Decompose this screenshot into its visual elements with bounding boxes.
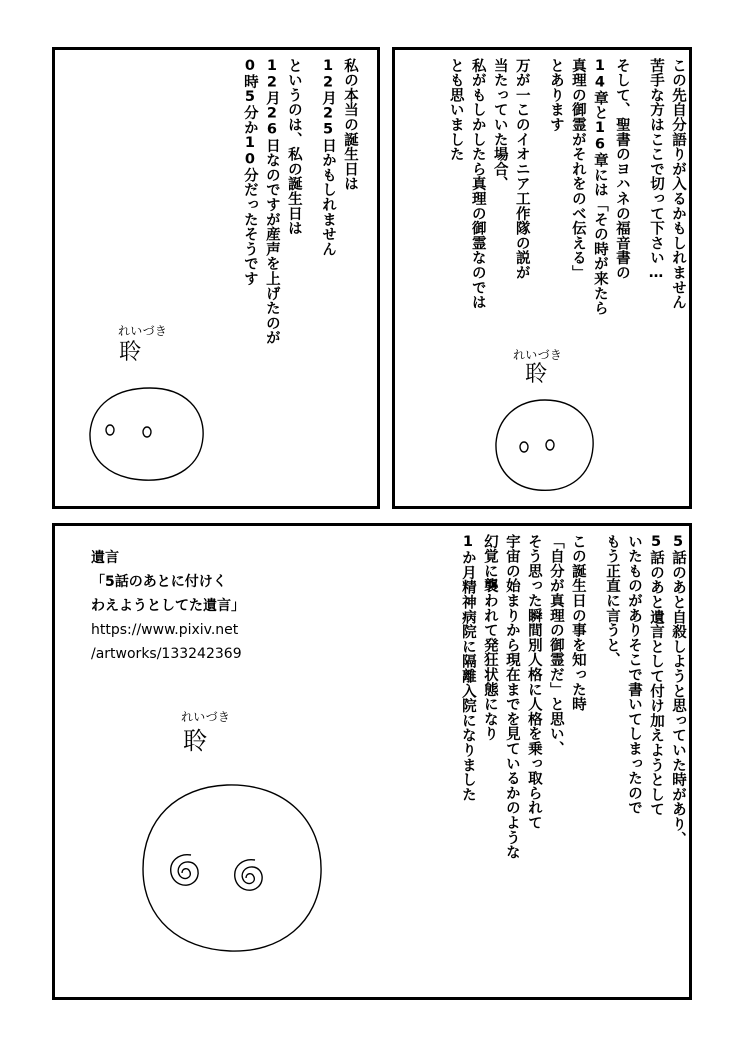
panel-top-right [392,47,692,509]
testament-heading: 遺言 [91,550,119,566]
text-column: 5話のあと遺言として付け加えようとして [648,534,664,817]
text-column: この先自分語りが入るかもしれません [670,58,686,310]
character-face-doodle-spiral-eyes [135,781,335,961]
text-column: 苦手な方はここで切って下さい… [648,58,664,282]
character-label: れいづき [181,710,231,724]
text-column: というのは、私の誕生日は [285,58,302,236]
text-column: そう思った瞬間別人格に人格を乗っ取られて [525,534,542,830]
panel-bottom [52,523,692,1000]
text-column: 宇宙の始まりから現在までを見ているかのような [503,534,520,860]
text-column: 幻覚に襲われて発狂状態になり [481,534,498,742]
text-column: 私がもしかしたら真理の御霊なのでは [469,58,486,310]
character-face-doodle [85,385,210,485]
testament-url-line2[interactable]: /artworks/133242369 [91,646,242,662]
character-face-doodle [490,395,600,495]
testament-title-line2: わえようとしてた遺言」 [91,598,245,614]
text-column: 私の本当の誕生日は [342,58,358,192]
text-column: 12月25日かもしれません [320,58,336,257]
text-column: とも思いました [447,58,464,162]
character-name: 聆 [119,340,142,365]
character-name: 聆 [183,727,208,755]
character-name: 聆 [525,362,548,387]
panel-top-left [52,47,380,509]
text-column: いたものがありそこで書いてしまったので [626,534,642,816]
text-column: 真理の御霊がそれをのべ伝える」 [569,58,586,280]
text-column: もう正直に言うと、 [604,534,620,668]
character-label: れいづき [118,324,168,338]
text-column: 1か月精神病院に隔離入院になりました [459,534,476,802]
testament-title-line1: 「5話のあとに付けく [91,574,227,590]
text-column: とあります [547,58,564,132]
text-column: 0時5分か10分だったそうです [241,58,258,286]
text-column: 当たっていた場合、 [491,58,508,192]
text-column: 14章と16章には「その時が来たら [591,58,608,316]
testament-link-block [91,546,245,666]
text-column: そして、聖書のヨハネの福音書の [613,58,630,280]
text-column: 5話のあと自殺しようと思っていた時があり、 [670,534,686,847]
text-column: 万が一このイオニア工作隊の説が [513,58,530,280]
testament-url-line1[interactable]: https://www.pixiv.net [91,622,239,638]
text-column: この誕生日の事を知った時 [569,534,586,712]
text-column: 12月26日なのですが産声を上げたのが [263,58,280,346]
character-label: れいづき [513,348,563,362]
text-column: 「自分が真理の御霊だ」と思い、 [547,534,564,756]
